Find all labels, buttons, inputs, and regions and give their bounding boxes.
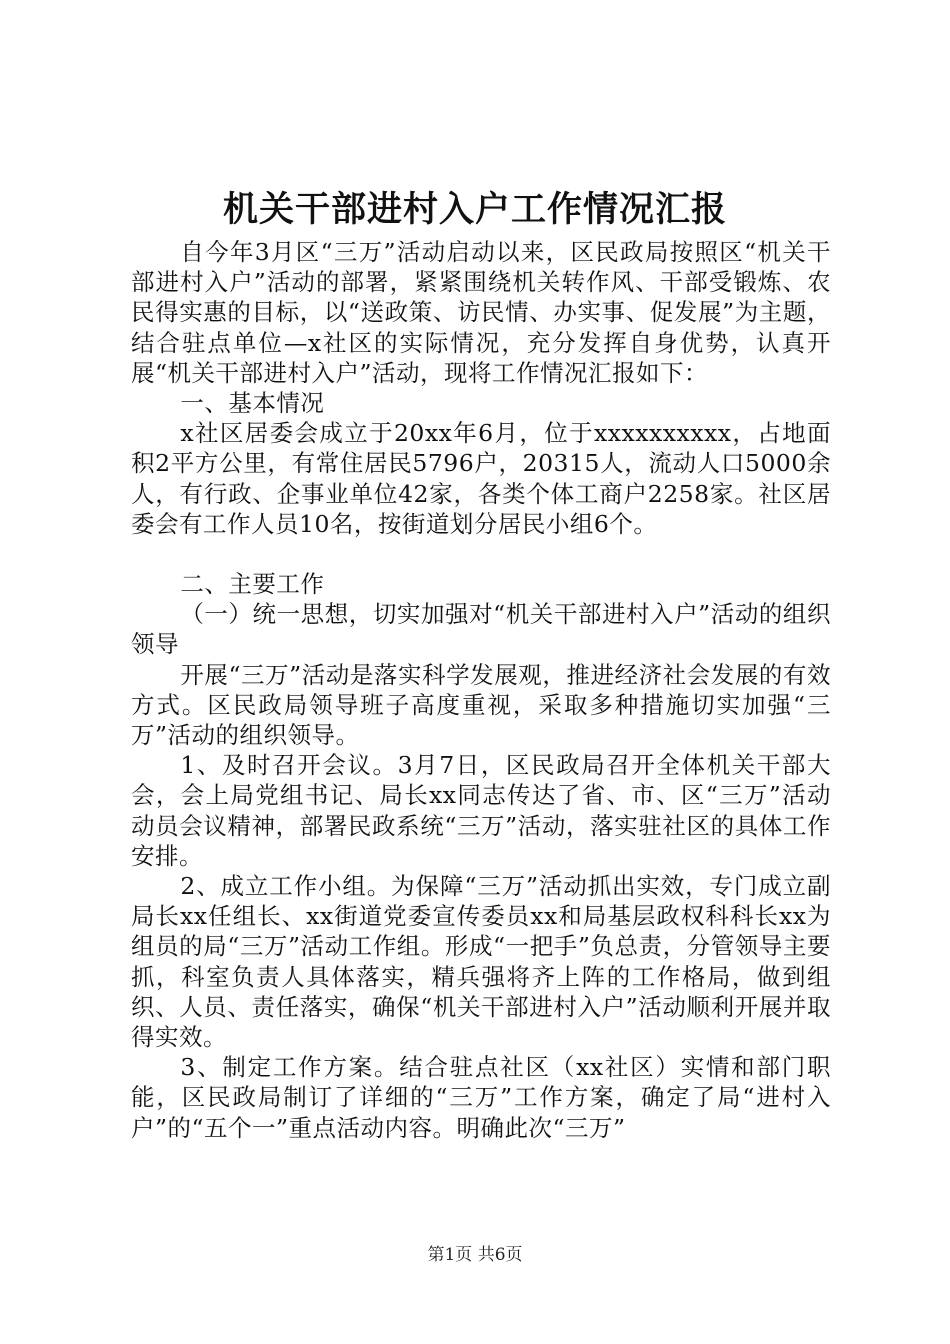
basic-situation-paragraph: x社区居委会成立于20xx年6月，位于xxxxxxxxxx，占地面积2平方公里，有常住居民5796户，20315人，流动人口5000余人，有行政、企事业单位42家，各类个体工商户2258家。社区居委会有工作人员10名，按街道划分居民小组6个。 [131, 419, 831, 538]
document-body [131, 237, 831, 1143]
subsection-paragraph: 开展“三万”活动是落实科学发展观，推进经济社会发展的有效方式。区民政局领导班子高度重视，采取多种措施切实加强“三万”活动的组织领导。 [131, 660, 831, 750]
document-title: 机关干部进村入户工作情况汇报 [222, 189, 727, 230]
section-heading-main-work: 二、主要工作 [180, 570, 325, 599]
list-item-working-group: 2、成立工作小组。为保障“三万”活动抓出实效，专门成立副局长xx任组长、xx街道党委宣传委员xx和局基层政权科科长xx为组员的局“三万”活动工作组。形成“一把手”负总责，分管领导主要抓，科室负责人具体落实，精兵强将齐上阵的工作格局，做到组织、人员、责任落实，确保“机关干部进村入户”活动顺利开展并取得实效。 [131, 872, 831, 1052]
section-heading-basic-situation: 一、基本情况 [180, 389, 325, 418]
page-number-footer: 第1页 共6页 [427, 1245, 523, 1265]
intro-paragraph: 自今年3月区“三万”活动启动以来，区民政局按照区“机关干部进村入户”活动的部署，紧紧围绕机关转作风、干部受锻炼、农民得实惠的目标，以“送政策、访民情、办实事、促发展”为主题，结合驻点单位—x社区的实际情况，充分发挥自身优势，认真开展“机关干部进村入户”活动，现将工作情况汇报如下： [131, 238, 831, 387]
subsection-heading-1: （一）统一思想，切实加强对“机关干部进村入户”活动的组织领导 [131, 600, 831, 659]
list-item-work-plan: 3、制定工作方案。结合驻点社区（xx社区）实情和部门职能，区民政局制订了详细的“三万”工作方案，确定了局“进村入户”的“五个一”重点活动内容。明确此次“三万” [131, 1053, 831, 1142]
list-item-meeting: 1、及时召开会议。3月7日，区民政局召开全体机关干部大会，会上局党组书记、局长xx同志传达了省、市、区“三万”活动动员会议精神，部署民政系统“三万”活动，落实驻社区的具体工作安排。 [131, 751, 831, 870]
